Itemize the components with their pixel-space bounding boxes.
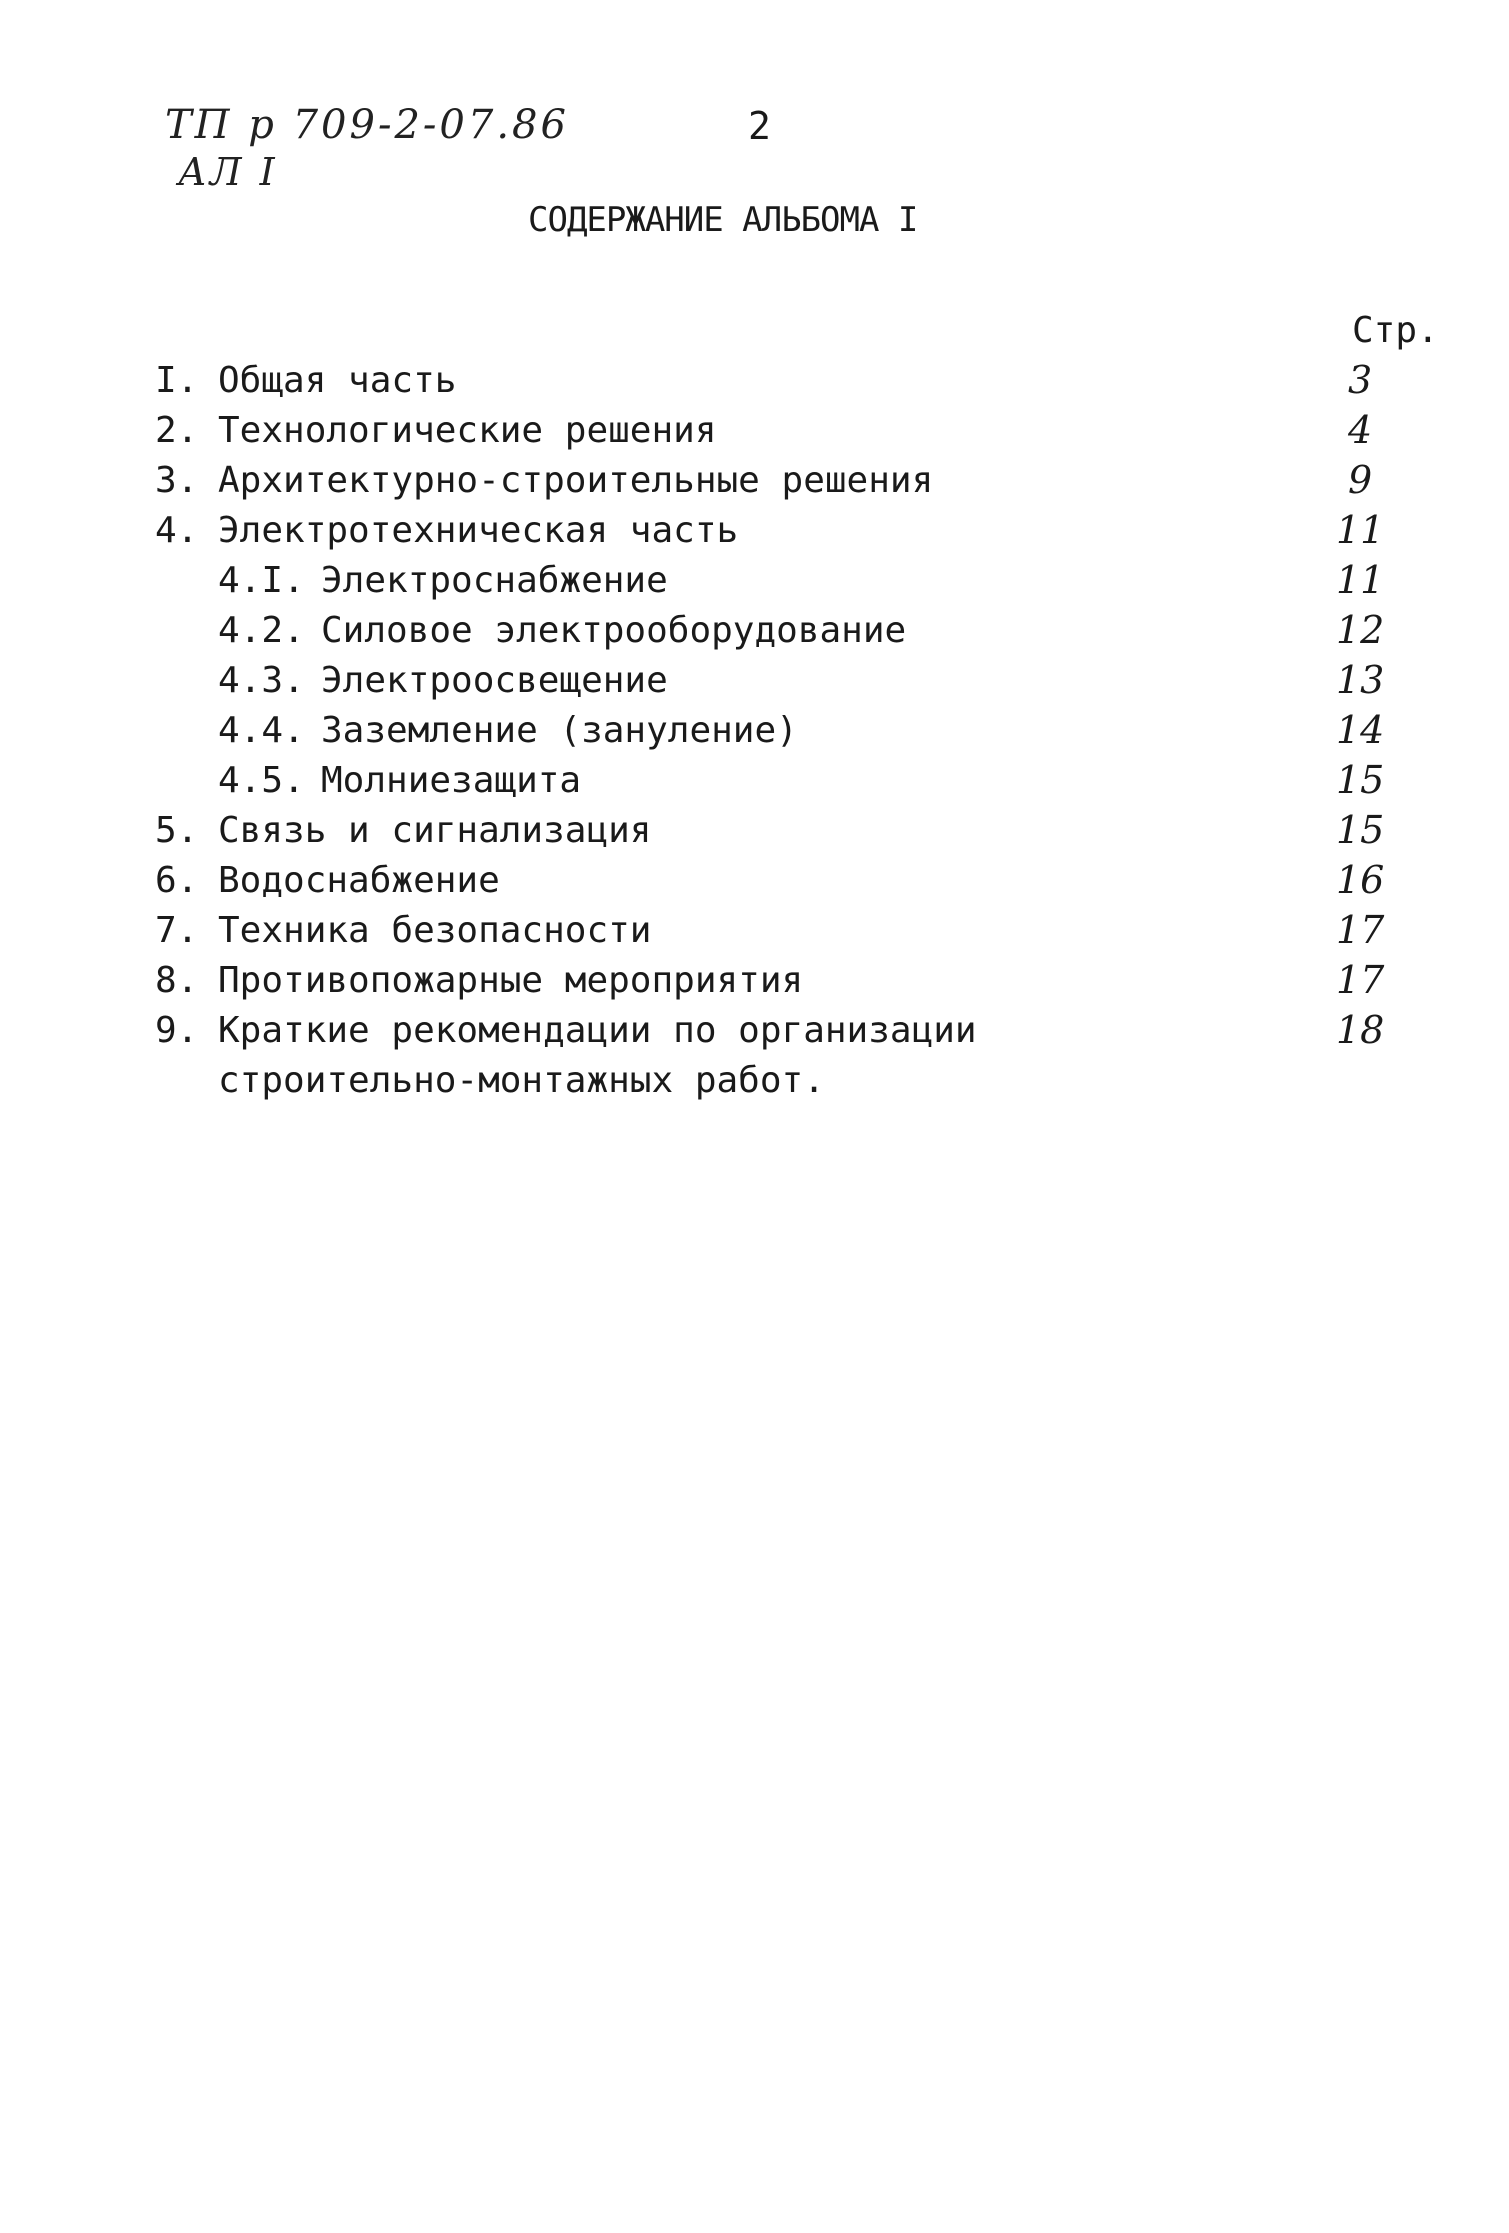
toc-entry-number: 4.3. xyxy=(218,660,305,701)
toc-entry-continuation: строительно-монтажных работ. xyxy=(218,1060,825,1101)
toc-entry-page: 13 xyxy=(1336,658,1385,702)
toc-entry-page: 15 xyxy=(1336,758,1385,802)
toc-entry-page: 15 xyxy=(1336,808,1385,852)
toc-entry-page: 3 xyxy=(1348,358,1373,402)
toc-entry-number: 4.2. xyxy=(218,610,305,651)
toc-entry-title: Водоснабжение xyxy=(218,860,500,901)
toc-entry-number: 4.4. xyxy=(218,710,305,751)
toc-entry-title: Противопожарные мероприятия xyxy=(218,960,804,1001)
toc-entry-title: Техника безопасности xyxy=(218,910,652,951)
toc-entry-title: Связь и сигнализация xyxy=(218,810,652,851)
page-number: 2 xyxy=(748,104,771,148)
toc-entry-number: I. xyxy=(155,360,199,401)
toc-entry-number: 3. xyxy=(155,460,199,501)
toc-entry-title: Технологические решения xyxy=(218,410,717,451)
toc-entry-number: 2. xyxy=(155,410,199,451)
toc-entry-number: 8. xyxy=(155,960,199,1001)
toc-entry-title: Силовое электрооборудование xyxy=(321,610,907,651)
toc-entry-title: Молниезащита xyxy=(321,760,582,801)
toc-entry-page: 18 xyxy=(1336,1008,1385,1052)
toc-entry-number: 4. xyxy=(155,510,199,551)
toc-entry-page: 4 xyxy=(1348,408,1373,452)
toc-entry-number: 6. xyxy=(155,860,199,901)
document-code: ТП р 709-2-07.86 xyxy=(165,102,569,148)
toc-entry-page: 12 xyxy=(1336,608,1385,652)
toc-title: СОДЕРЖАНИЕ АЛЬБОМА I xyxy=(528,200,918,240)
album-code: АЛ I xyxy=(178,150,278,194)
toc-entry-title: Электроосвещение xyxy=(321,660,668,701)
toc-entry-number: 5. xyxy=(155,810,199,851)
toc-entry-title: Архитектурно-строительные решения xyxy=(218,460,934,501)
toc-entry-title: Общая часть xyxy=(218,360,457,401)
toc-entry-number: 7. xyxy=(155,910,199,951)
toc-entry-title: Электроснабжение xyxy=(321,560,668,601)
page-column-header: Стр. xyxy=(1352,310,1439,351)
toc-entry-title: Электротехническая часть xyxy=(218,510,739,551)
toc-entry-number: 4.I. xyxy=(218,560,305,601)
toc-entry-page: 11 xyxy=(1336,558,1385,602)
toc-entry-page: 17 xyxy=(1336,958,1385,1002)
toc-entry-page: 14 xyxy=(1336,708,1385,752)
toc-entry-page: 16 xyxy=(1336,858,1385,902)
toc-entry-page: 9 xyxy=(1348,458,1373,502)
toc-entry-page: 11 xyxy=(1336,508,1385,552)
toc-entry-title: Краткие рекомендации по организации xyxy=(218,1010,977,1051)
toc-entry-number: 4.5. xyxy=(218,760,305,801)
toc-entry-number: 9. xyxy=(155,1010,199,1051)
toc-entry-page: 17 xyxy=(1336,908,1385,952)
toc-entry-title: Заземление (зануление) xyxy=(321,710,798,751)
